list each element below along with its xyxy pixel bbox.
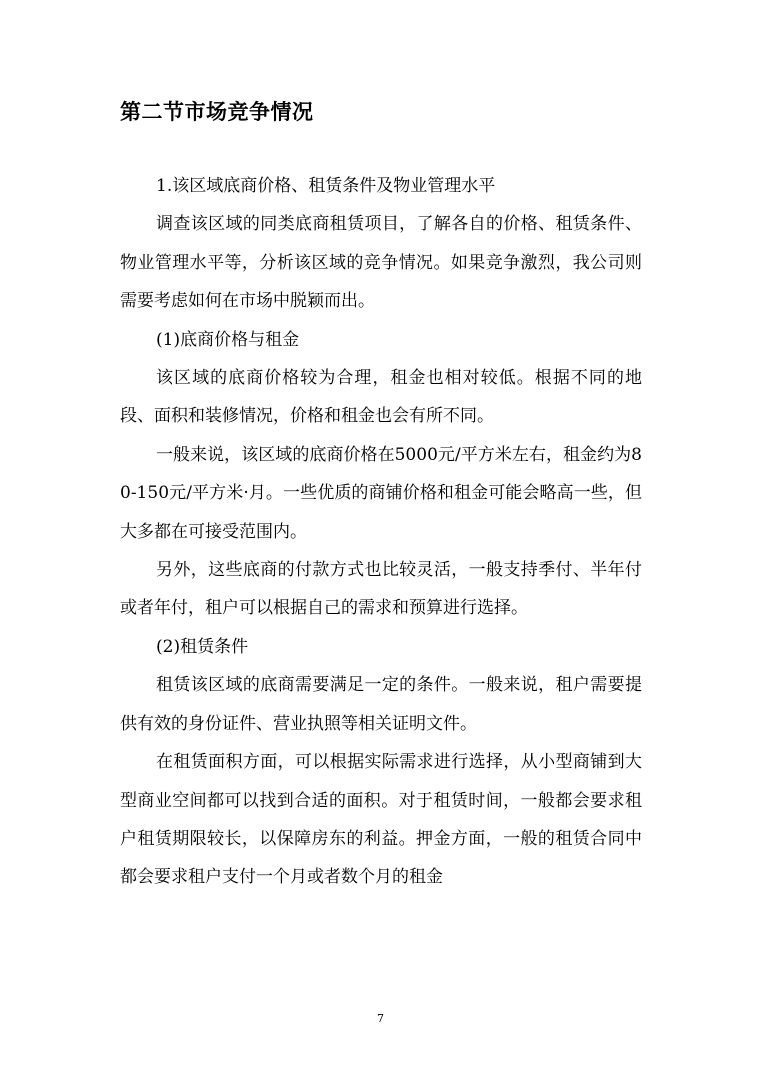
section-heading: 第二节市场竞争情况 (120, 99, 314, 124)
paragraph-lease-terms: 在租赁面积方面，可以根据实际需求进行选择，从小型商铺到大型商业空间都可以找到合适的面积。对于租赁时间，一般都会要求租户租赁期限较长，以保障房东的利益。押金方面，一般的租赁合同中都会要求租户支付一个月或者数个月的租金 (120, 752, 642, 888)
paragraph-subheading-price: (1)底商价格与租金 (156, 329, 300, 350)
paragraph-price-detail: 一般来说，该区域的底商价格在5000元/平方米左右，租金约为80-150元/平方米·月。一些优质的商铺价格和租金可能会略高一些，但大多都在可接受范围内。 (120, 444, 642, 542)
body-text (120, 167, 642, 897)
paragraph-subsection-1: 1.该区域底商价格、租赁条件及物业管理水平 (156, 176, 496, 196)
paragraph-subheading-lease: (2)租赁条件 (156, 636, 249, 657)
paragraph-survey: 调查该区域的同类底商租赁项目，了解各自的价格、租赁条件、物业管理水平等，分析该区域的竞争情况。如果竞争激烈，我公司则需要考虑如何在市场中脱颖而出。 (120, 214, 642, 312)
paragraph-payment: 另外，这些底商的付款方式也比较灵活，一般支持季付、半年付或者年付，租户可以根据自己的需求和预算进行选择。 (120, 560, 642, 619)
paragraph-price-overview: 该区域的底商价格较为合理，租金也相对较低。根据不同的地段、面积和装修情况，价格和租金也会有所不同。 (120, 368, 642, 427)
page-number: 7 (377, 1012, 384, 1025)
paragraph-lease-requirements: 租赁该区域的底商需要满足一定的条件。一般来说，租户需要提供有效的身份证件、营业执照等相关证明文件。 (120, 675, 642, 734)
